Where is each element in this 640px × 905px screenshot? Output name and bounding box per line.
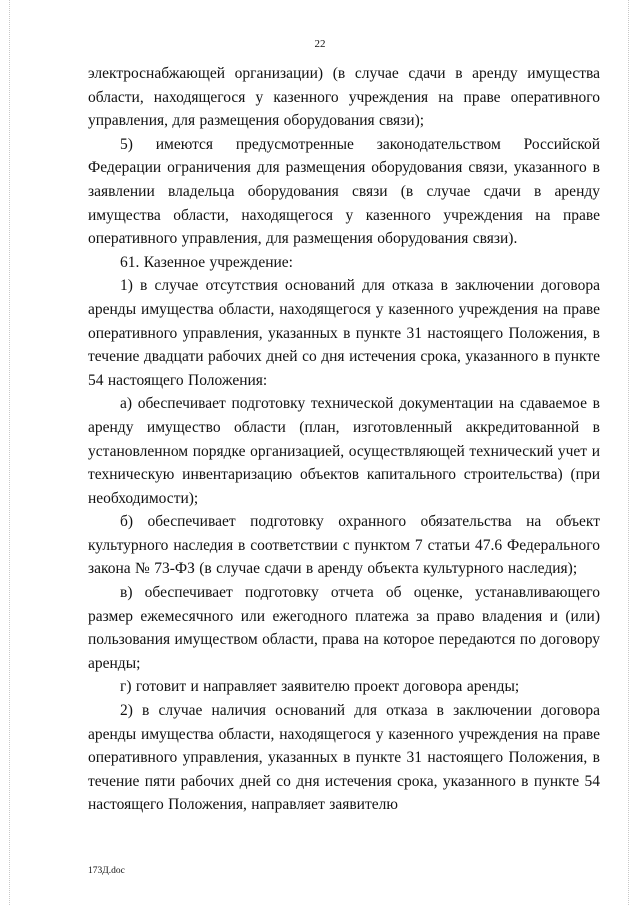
paragraph: а) обеспечивает подготовку технической документации на сдаваемое в аренду имущество области (план, изготовленный аккредитованной в установленном порядке организацией, осуществляющей технический учет и техническую инвентаризацию объектов капитального строительства) (при необходимости); [88,395,600,507]
scan-margin-line-left [9,0,10,905]
document-body [88,62,600,817]
paragraph: электроснабжающей организации) (в случае сдачи в аренду имущества области, находящегося у казенного учреждения на праве оперативного управления, для размещения оборудования связи); [88,65,600,130]
page-number: 22 [314,38,326,50]
scan-margin-line-right [628,0,629,905]
paragraph: 61. Казенное учреждение: [120,253,293,271]
paragraph: б) обеспечивает подготовку охранного обязательства на объект культурного наследия в соответствии с пунктом 7 статьи 47.6 Федерального закона № 73-ФЗ (в случае сдачи в аренду объекта культурного наследия); [88,513,600,578]
footer-filename: 173Д.doc [88,866,125,876]
paragraph: 1) в случае отсутствия оснований для отказа в заключении договора аренды имущества области, находящегося у казенного учреждения на праве оперативного управления, указанных в пункте 31 настоящего Положения, в течение двадцати рабочих дней со дня истечения срока, указанного в пункте 54 настоящего Положения: [88,277,600,389]
paragraph: 5) имеются предусмотренные законодательством Российской Федерации ограничения для размещения оборудования связи, указанного в заявлении владельца оборудования связи (в случае сдачи в аренду имущества области, находящегося у казенного учреждения на праве оперативного управления, для размещения оборудования связи). [88,135,600,248]
paragraph: г) готовит и направляет заявителю проект договора аренды; [120,678,520,696]
paragraph: в) обеспечивает подготовку отчета об оценке, устанавливающего размер ежемесячного или ежегодного платежа за право владения и (или) пользования имуществом области, права на которое передаются по договору аренды; [88,584,600,672]
paragraph: 2) в случае наличия оснований для отказа в заключении договора аренды имущества области, находящегося у казенного учреждения на праве оперативного управления, указанных в пункте 31 настоящего Положения, в течение пяти рабочих дней со дня истечения срока, указанного в пункте 54 настоящего Положения, направляет заявителю [88,702,600,814]
